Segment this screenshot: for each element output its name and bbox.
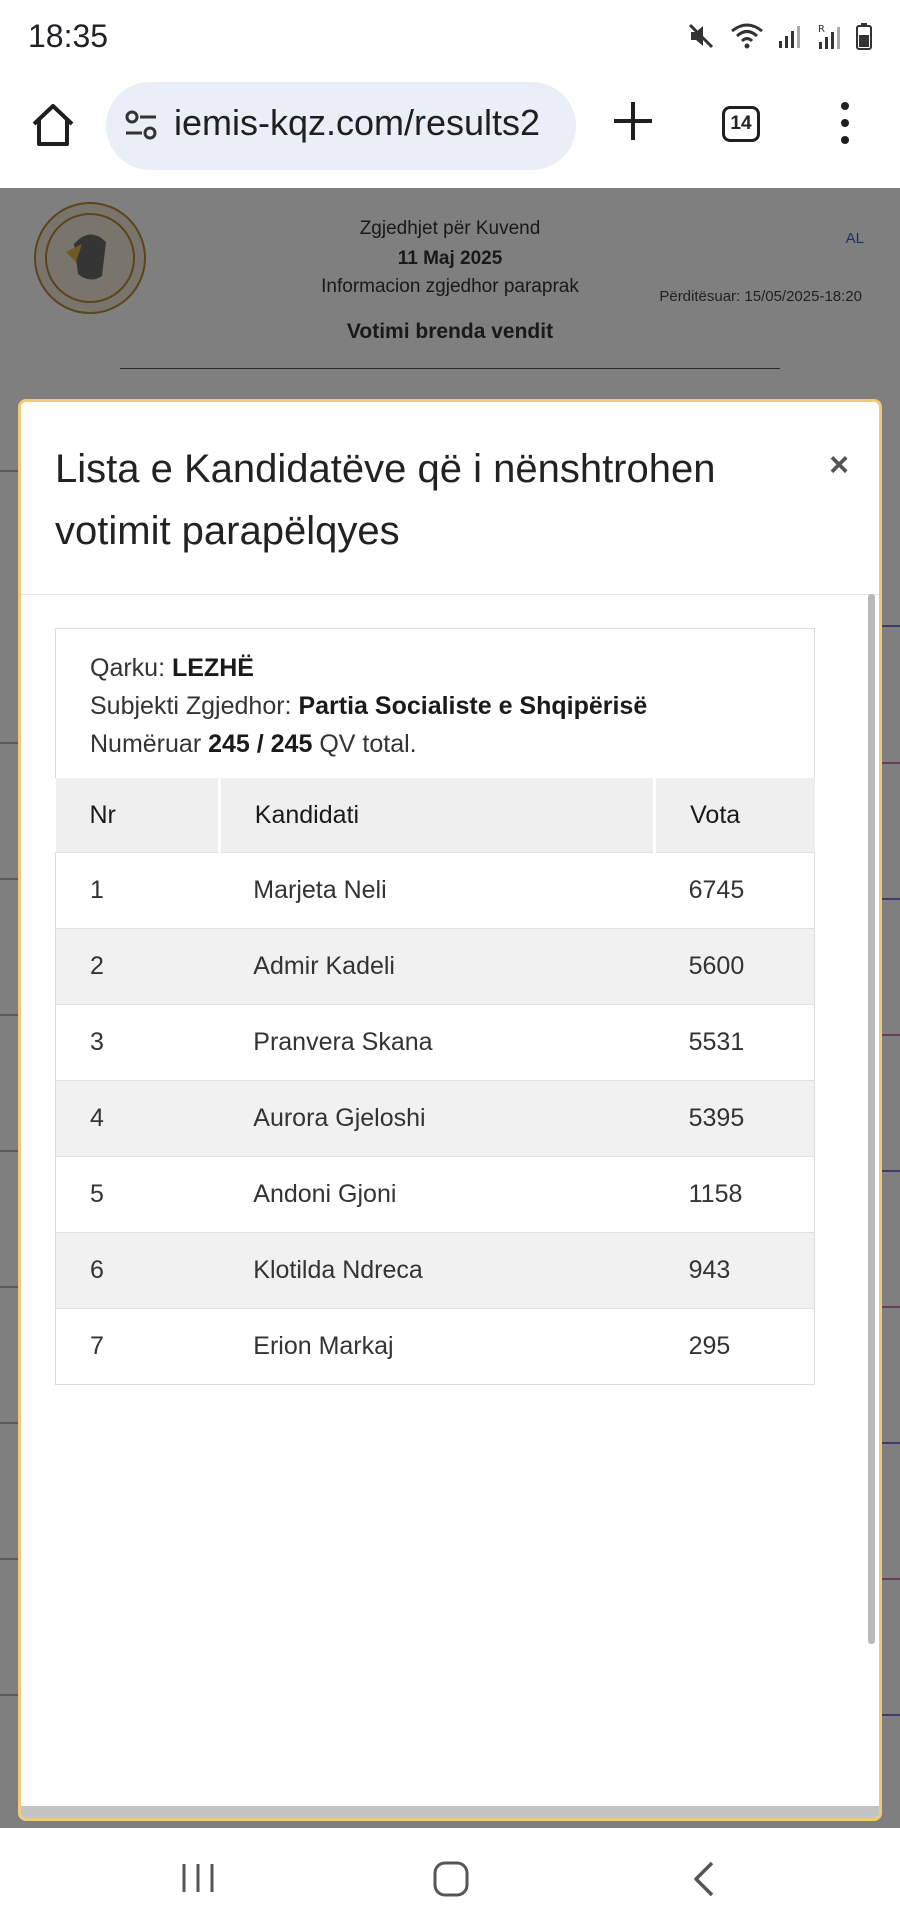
candidate-votes: 5600 [655, 929, 815, 1005]
candidate-votes: 943 [655, 1233, 815, 1309]
table-row [56, 1005, 815, 1081]
table-row [56, 929, 815, 1005]
row-number: 7 [56, 1309, 220, 1385]
row-number: 2 [56, 929, 220, 1005]
back-icon[interactable] [690, 1860, 720, 1898]
svg-text:R: R [818, 24, 825, 35]
table-row [56, 853, 815, 929]
mute-icon [688, 23, 716, 49]
system-nav-bar [0, 1828, 900, 1931]
candidate-name: Erion Markaj [219, 1309, 654, 1385]
recent-apps-icon[interactable] [178, 1858, 218, 1898]
signal-icon [778, 23, 802, 49]
candidate-votes: 6745 [655, 853, 815, 929]
district-value: LEZHË [171, 654, 254, 682]
district-line [90, 649, 780, 687]
results-info [55, 628, 815, 778]
candidate-votes: 295 [655, 1309, 815, 1385]
table-row [56, 1081, 815, 1157]
address-bar[interactable] [106, 82, 576, 170]
column-header-votes[interactable]: Vota [655, 778, 815, 853]
subject-value: Partia Socialiste e Shqipërisë [298, 692, 648, 720]
candidate-name: Klotilda Ndreca [219, 1233, 654, 1309]
candidate-name: Admir Kadeli [219, 929, 654, 1005]
candidate-name: Andoni Gjoni [219, 1157, 654, 1233]
system-home-icon[interactable] [432, 1860, 470, 1898]
home-icon[interactable] [28, 100, 78, 150]
row-number: 6 [56, 1233, 220, 1309]
candidate-name: Marjeta Neli [219, 853, 654, 929]
close-icon[interactable]: × [829, 446, 849, 484]
district-label: Qarku: [90, 654, 166, 682]
tab-switcher-button[interactable]: 14 [722, 106, 760, 142]
table-header-row [56, 778, 815, 853]
candidate-name: Pranvera Skana [219, 1005, 654, 1081]
subject-line [90, 687, 780, 725]
battery-icon [856, 22, 872, 50]
table-row [56, 1309, 815, 1385]
column-header-candidate[interactable]: Kandidati [219, 778, 654, 853]
counted-suffix: QV total. [319, 730, 417, 758]
new-tab-icon[interactable] [608, 96, 658, 146]
row-number: 3 [56, 1005, 220, 1081]
row-number: 1 [56, 853, 220, 929]
more-menu-icon[interactable] [830, 98, 860, 148]
subject-label: Subjekti Zgjedhor: [90, 692, 292, 720]
status-time: 18:35 [28, 18, 109, 54]
candidate-votes: 5395 [655, 1081, 815, 1157]
url-text[interactable]: iemis-kqz.com/results2 [174, 102, 541, 143]
modal-header [21, 402, 879, 595]
modal-title: Lista e Kandidatëve që i nënshtrohen votimit parapëlqyes [55, 447, 716, 553]
horizontal-scrollbar[interactable] [21, 1806, 879, 1818]
candidates-modal [18, 399, 882, 1821]
signal-roaming-icon [816, 22, 842, 50]
candidate-votes: 5531 [655, 1005, 815, 1081]
candidates-table [55, 778, 815, 1385]
browser-toolbar [0, 78, 900, 188]
counted-label: Numëruar [90, 730, 202, 758]
counted-value: 245 / 245 [208, 730, 313, 758]
table-row [56, 1157, 815, 1233]
table-row [56, 1233, 815, 1309]
candidate-name: Aurora Gjeloshi [219, 1081, 654, 1157]
counted-line [90, 725, 780, 763]
row-number: 4 [56, 1081, 220, 1157]
row-number: 5 [56, 1157, 220, 1233]
status-icons [688, 22, 872, 50]
column-header-nr[interactable]: Nr [56, 778, 220, 853]
status-bar [0, 0, 900, 78]
wifi-icon [730, 23, 764, 49]
modal-scrollbar[interactable] [868, 594, 875, 1644]
site-settings-icon[interactable] [124, 108, 158, 142]
candidate-votes: 1158 [655, 1157, 815, 1233]
